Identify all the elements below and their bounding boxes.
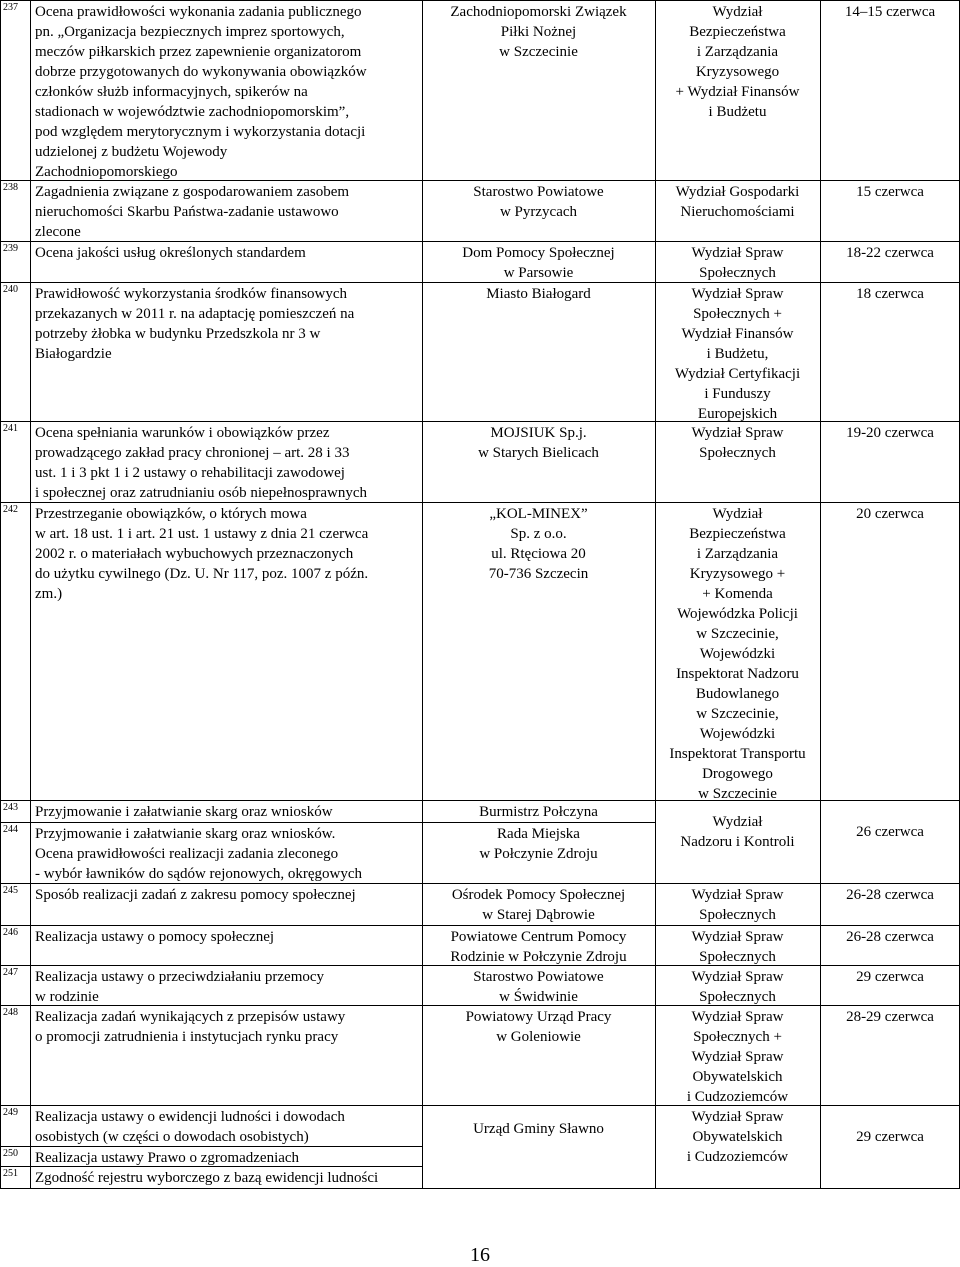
row-number: 238 <box>3 182 18 193</box>
row-divider <box>0 0 960 1</box>
row-number: 240 <box>3 284 18 295</box>
inspected-entity: Starostwo Powiatowe w Pyrzycach <box>473 184 604 220</box>
inspected-entity: Rada Miejska w Połczynie Zdroju <box>479 826 598 862</box>
row-number: 246 <box>3 927 18 938</box>
responsible-department: Wydział Gospodarki Nieruchomościami <box>675 184 800 220</box>
inspection-subject: Realizacja ustawy o przeciwdziałaniu przemocy w rodzinie <box>35 969 325 1005</box>
inspection-subject: Realizacja zadań wynikających z przepisów ustawy o promocji zatrudnienia i instytucjach rynku pracy <box>35 1009 346 1045</box>
inspection-date: 28-29 czerwca <box>846 1009 934 1025</box>
row-number: 245 <box>3 885 18 896</box>
inspection-date: 15 czerwca <box>856 184 924 200</box>
row-divider <box>0 1166 422 1167</box>
inspected-entity: Powiatowy Urząd Pracy w Goleniowie <box>465 1009 612 1045</box>
column-divider <box>820 0 821 1189</box>
inspected-entity: Miasto Białogard <box>486 286 591 302</box>
row-divider <box>0 1188 960 1189</box>
responsible-department: Wydział Spraw Społecznych + Wydział Finansów i Budżetu, Wydział Certyfikacji i Funduszy Europejskich <box>674 286 801 421</box>
inspection-subject: Zagadnienia związane z gospodarowaniem zasobem nieruchomości Skarbu Państwa-zadanie ustawowo zlecone <box>35 184 350 240</box>
responsible-department: Wydział Spraw Społecznych <box>691 425 784 461</box>
inspection-date: 29 czerwca <box>856 1129 924 1145</box>
responsible-department: Wydział Spraw Obywatelskich i Cudzoziemców <box>686 1109 789 1165</box>
inspected-entity: Starostwo Powiatowe w Świdwinie <box>473 969 604 1005</box>
inspection-date: 20 czerwca <box>856 506 924 522</box>
row-number: 244 <box>3 824 18 835</box>
inspection-date: 14–15 czerwca <box>844 4 936 20</box>
inspection-date: 19-20 czerwca <box>846 425 934 441</box>
row-divider <box>0 421 960 422</box>
inspection-subject: Realizacja ustawy o pomocy społecznej <box>35 929 275 945</box>
column-divider <box>655 0 656 1189</box>
responsible-department: Wydział Bezpieczeństwa i Zarządzania Kryzysowego + + Komenda Wojewódzka Policji w Szczecinie, Wojewódzki Inspektorat Nadzoru Budowlanego w Szczecinie, Wojewódzki Inspektorat Transportu Drogowego w Szczecinie <box>669 506 806 800</box>
inspection-subject: Zgodność rejestru wyborczego z bazą ewidencji ludności <box>35 1170 379 1186</box>
row-divider <box>0 282 960 283</box>
inspection-date: 29 czerwca <box>856 969 924 985</box>
row-divider <box>0 883 960 884</box>
inspection-subject: Przestrzeganie obowiązków, o których mowa w art. 18 ust. 1 i art. 21 ust. 1 ustawy z dnia 21 czerwca 2002 r. o materiałach wybuchowych przeznaczonych do użytku cywilnego (Dz. U. Nr 117, poz. 1007 z późn. zm.) <box>35 506 369 602</box>
inspection-date: 26-28 czerwca <box>846 887 934 903</box>
responsible-department: Wydział Spraw Społecznych <box>691 969 784 1005</box>
row-divider <box>0 180 960 181</box>
row-number: 241 <box>3 423 18 434</box>
inspected-entity: „KOL-MINEX” Sp. z o.o. ul. Rtęciowa 20 70-736 Szczecin <box>488 506 589 582</box>
inspected-entity: Ośrodek Pomocy Społecznej w Starej Dąbrowie <box>451 887 626 923</box>
row-divider <box>0 965 960 966</box>
row-divider <box>0 800 960 801</box>
inspected-entity: Zachodniopomorski Związek Piłki Nożnej w Szczecinie <box>450 4 627 60</box>
row-number: 242 <box>3 504 18 515</box>
inspection-subject: Realizacja ustawy o ewidencji ludności i dowodach osobistych (w części o dowodach osobistych) <box>35 1109 345 1145</box>
inspected-entity: Urząd Gminy Sławno <box>473 1121 604 1137</box>
row-number: 251 <box>3 1168 18 1179</box>
inspection-subject: Ocena spełniania warunków i obowiązków przez prowadzącego zakład pracy chronionej – art. 28 i 33 ust. 1 i 3 pkt 1 i 2 ustawy o rehabilitacji zawodowej i społecznej oraz zatrudnianiu osób niepełnosprawnych <box>35 425 367 501</box>
inspection-subject: Prawidłowość wykorzystania środków finansowych przekazanych w 2011 r. na adaptację pomieszczeń na potrzeby żłobka w budynku Przedszkola nr 3 w Białogardzie <box>35 286 355 362</box>
row-divider <box>0 1146 422 1147</box>
responsible-department: Wydział Bezpieczeństwa i Zarządzania Kryzysowego + Wydział Finansów i Budżetu <box>675 4 800 120</box>
row-number: 243 <box>3 802 18 813</box>
inspection-subject: Przyjmowanie i załatwianie skarg oraz wniosków <box>35 804 333 820</box>
inspection-subject: Ocena prawidłowości wykonania zadania publicznego pn. „Organizacja bezpiecznych imprez sportowych, meczów piłkarskich przez zapewnienie organizatorom dobrze przygotowanych do wykonywania obowiązków członków służb informacyjnych, spikerów na stadionach w województwie zachodniopomorskim”, pod względem merytorycznym i wykorzystania dotacji udzielonej z budżetu Wojewody Zachodniopomorskiego <box>35 4 367 180</box>
row-divider <box>0 502 960 503</box>
row-number: 237 <box>3 2 18 13</box>
column-divider <box>30 0 31 1189</box>
inspection-date: 18 czerwca <box>856 286 924 302</box>
column-divider <box>422 0 423 1189</box>
page-number: 16 <box>470 1244 490 1266</box>
row-number: 248 <box>3 1007 18 1018</box>
row-divider <box>0 822 655 823</box>
responsible-department: Wydział Spraw Społecznych <box>691 929 784 965</box>
responsible-department: Wydział Spraw Społecznych <box>691 245 784 281</box>
row-number: 250 <box>3 1148 18 1159</box>
inspection-subject: Sposób realizacji zadań z zakresu pomocy społecznej <box>35 887 356 903</box>
inspection-subject: Ocena jakości usług określonych standardem <box>35 245 306 261</box>
inspected-entity: Dom Pomocy Społecznej w Parsowie <box>462 245 615 281</box>
inspection-date: 26-28 czerwca <box>846 929 934 945</box>
row-number: 247 <box>3 967 18 978</box>
row-divider <box>0 241 960 242</box>
inspection-subject: Realizacja ustawy Prawo o zgromadzeniach <box>35 1150 300 1166</box>
inspection-subject: Przyjmowanie i załatwianie skarg oraz wniosków. Ocena prawidłowości realizacji zadania zleconego - wybór ławników do sądów rejonowych, okręgowych <box>35 826 363 882</box>
table-border-left <box>0 0 1 1189</box>
inspected-entity: Burmistrz Połczyna <box>479 804 598 820</box>
row-divider <box>0 925 960 926</box>
inspected-entity: MOJSIUK Sp.j. w Starych Bielicach <box>478 425 599 461</box>
row-divider <box>0 1105 960 1106</box>
responsible-department: Wydział Nadzoru i Kontroli <box>680 814 795 850</box>
inspected-entity: Powiatowe Centrum Pomocy Rodzinie w Połczynie Zdroju <box>450 929 627 965</box>
row-number: 239 <box>3 243 18 254</box>
responsible-department: Wydział Spraw Społecznych + Wydział Spraw Obywatelskich i Cudzoziemców <box>686 1009 789 1105</box>
row-number: 249 <box>3 1107 18 1118</box>
inspection-date: 18-22 czerwca <box>846 245 934 261</box>
inspection-date: 26 czerwca <box>856 824 924 840</box>
responsible-department: Wydział Spraw Społecznych <box>691 887 784 923</box>
row-divider <box>0 1005 960 1006</box>
